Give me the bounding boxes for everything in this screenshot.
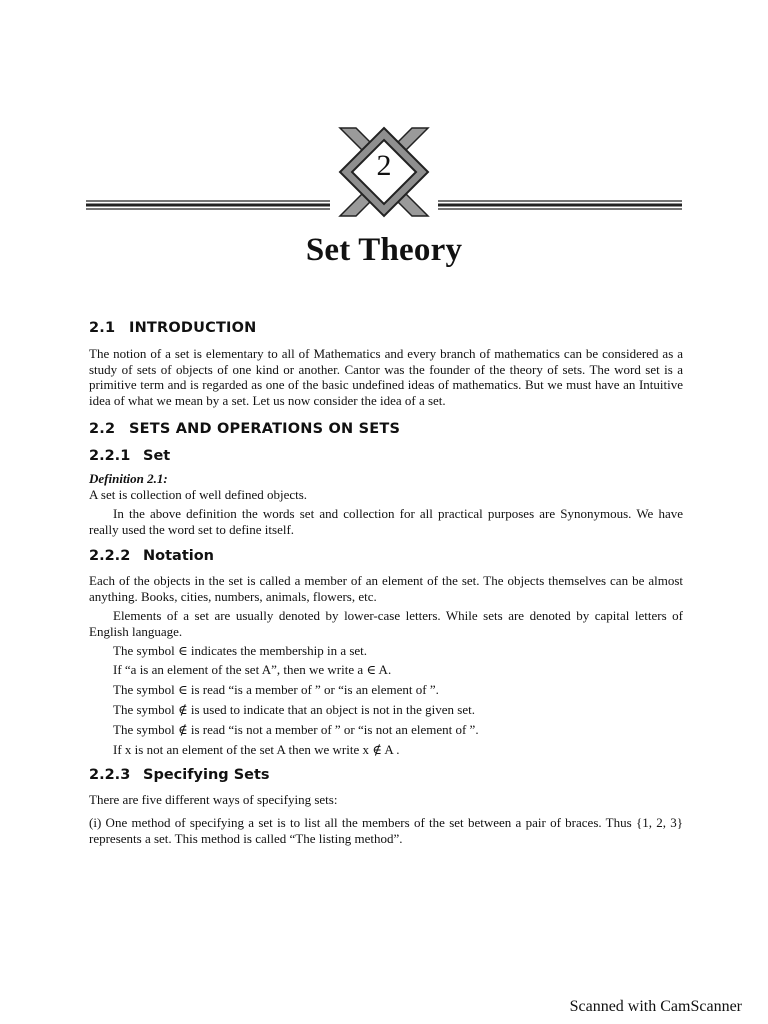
subsection-number: 2.2.1 xyxy=(89,448,131,465)
notation-line: The symbol ∈ indicates the membership in a set. xyxy=(113,642,368,658)
subsection-title: Notation xyxy=(143,548,214,565)
notation-line: The symbol ∉ is used to indicate that an object is not in the given set. xyxy=(113,701,476,717)
section-number: 2.2 xyxy=(89,421,116,438)
notation-line: If “a is an element of the set A”, then we write a ∈ A. xyxy=(113,662,392,678)
section-heading-introduction xyxy=(89,318,683,338)
subsection-number: 2.2.2 xyxy=(89,548,131,565)
definition-note: In the above definition the words set and collection for all practical purposes are Synonymous. We have really used the word set to define itself. xyxy=(89,505,683,537)
subsection-heading-set xyxy=(89,446,683,466)
introduction-paragraph: The notion of a set is elementary to all of Mathematics and every branch of mathematics can be considered as a study of sets of objects of one kind or another. Cantor was the founder of the theory of sets. The word set is a primitive term and is regarded as one of the basic undefined ideas of mathematics. But we must have an Intuitive idea of what we mean by a set. Let us now consider the idea of a set. xyxy=(89,346,683,408)
section-title: SETS AND OPERATIONS ON SETS xyxy=(129,421,401,438)
specifying-sets-method-1: (i) One method of specifying a set is to list all the members of the set between a pair of braces. Thus {1, 2, 3} represents a set. This method is called “The listing method”. xyxy=(89,814,683,846)
section-number: 2.1 xyxy=(89,320,116,336)
chapter-content xyxy=(89,318,683,846)
subsection-heading-specifying-sets xyxy=(89,765,683,785)
scanner-watermark: Scanned with CamScanner xyxy=(569,998,742,1015)
notation-line: The symbol ∈ is read “is a member of ” or “is an element of ”. xyxy=(113,682,439,698)
subsection-title: Specifying Sets xyxy=(143,767,270,784)
notation-paragraph-1: Each of the objects in the set is called a member of an element of the set. The objects themselves can be almost anything. Books, cities, numbers, animals, flowers, etc. xyxy=(89,573,683,604)
specifying-sets-intro: There are five different ways of specifying sets: xyxy=(89,792,338,808)
chapter-title: Set Theory xyxy=(305,232,463,268)
subsection-heading-notation xyxy=(89,546,683,566)
section-title: INTRODUCTION xyxy=(129,320,257,336)
subsection-number: 2.2.3 xyxy=(89,767,131,784)
notation-paragraph-2: Elements of a set are usually denoted by lower-case letters. While sets are denoted by capital letters of English language. xyxy=(89,608,683,639)
subsection-title: Set xyxy=(143,448,171,465)
notation-line: If x is not an element of the set A then we write x ∉ A . xyxy=(113,741,400,757)
definition-text: A set is collection of well defined objects. xyxy=(89,487,308,503)
chapter-number: 2 xyxy=(376,149,392,182)
chapter-emblem xyxy=(86,122,682,222)
section-heading-sets-operations xyxy=(89,419,683,439)
definition-label: Definition 2.1: xyxy=(89,471,168,487)
notation-line: The symbol ∉ is read “is not a member of ” or “is not an element of ”. xyxy=(113,721,479,737)
